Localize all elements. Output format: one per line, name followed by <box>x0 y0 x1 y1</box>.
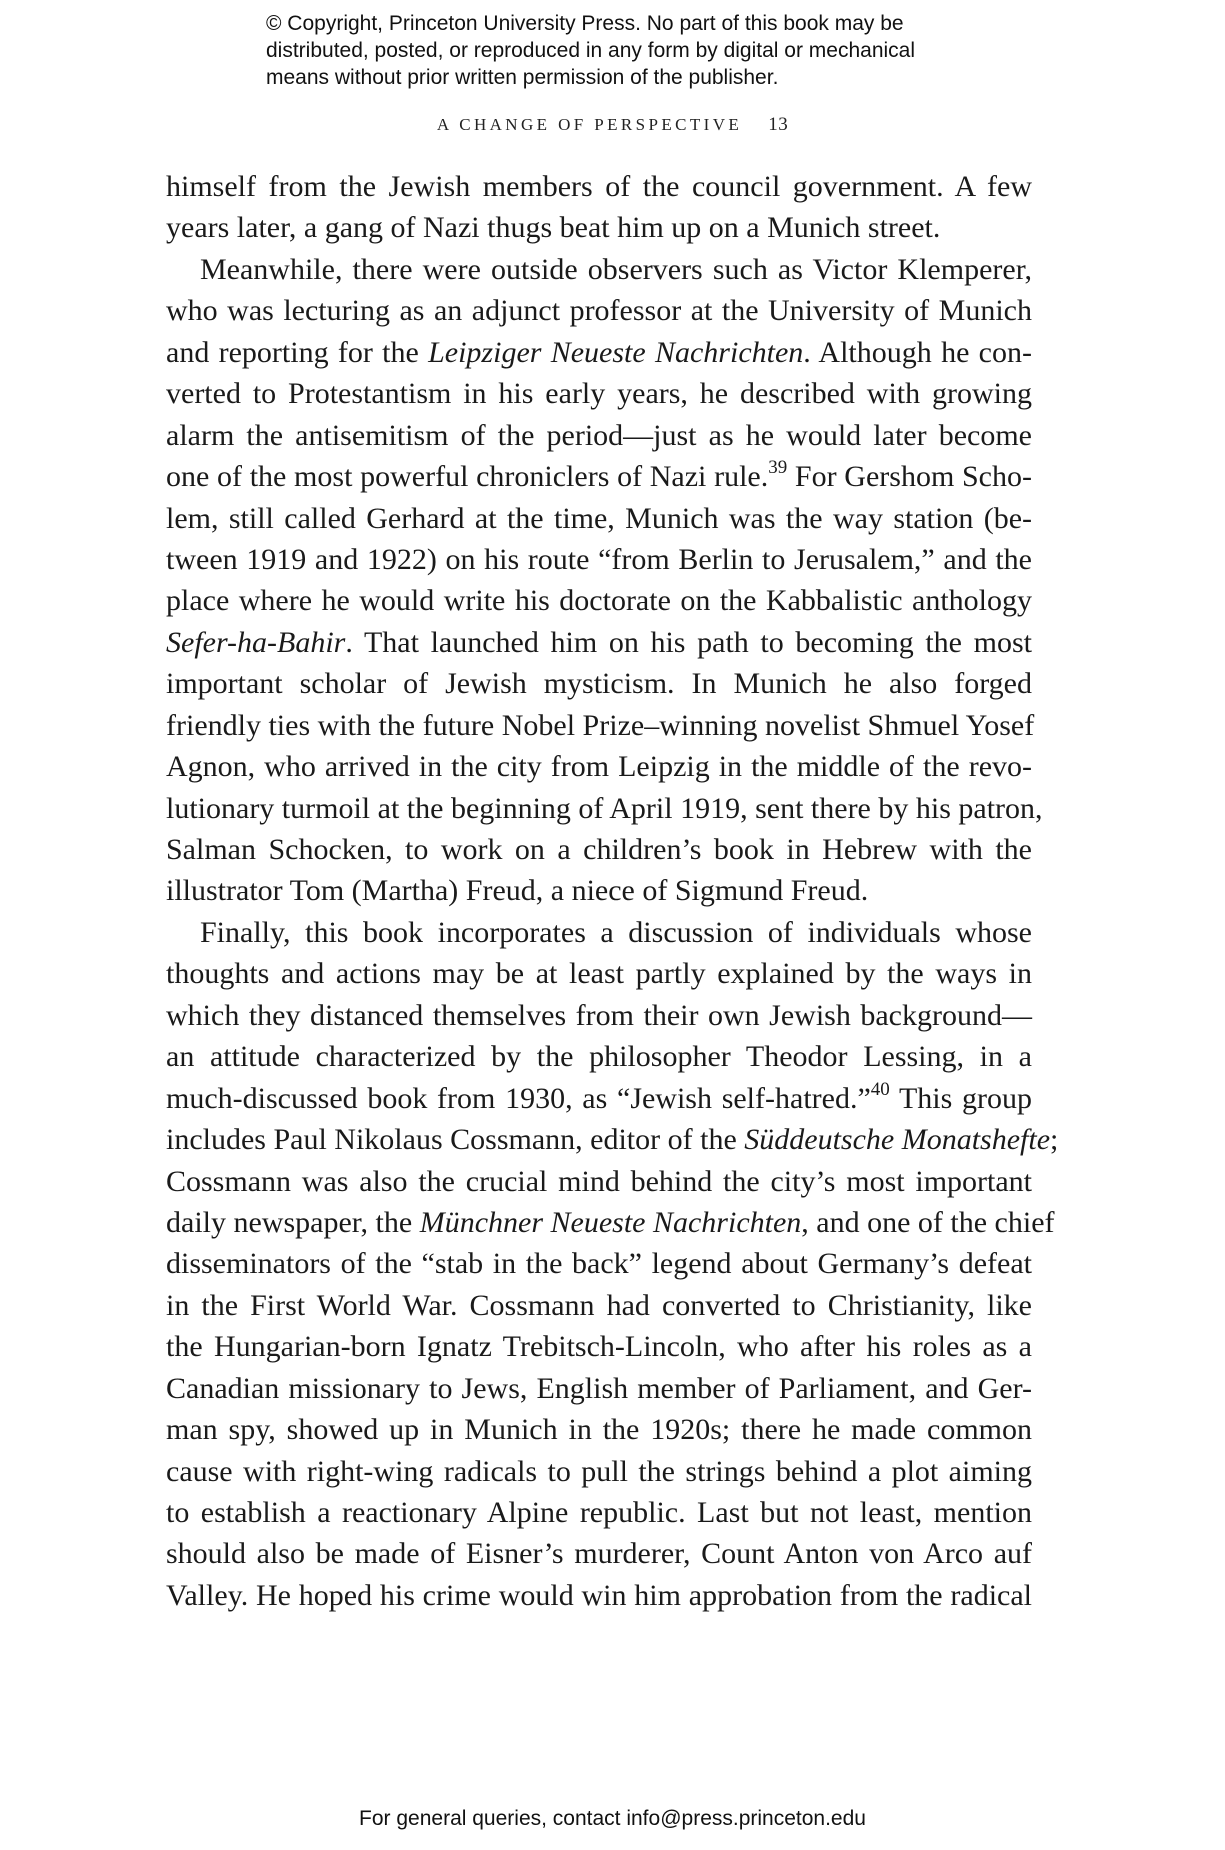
text-line <box>166 1202 1055 1243</box>
text-line: cause with right-wing radicals to pull the strings behind a plot aiming <box>166 1454 1032 1488</box>
text-line: important scholar of Jewish mysticism. In Munich he also forged <box>166 667 1032 701</box>
body-text <box>166 166 1059 1616</box>
text-run: , and one of the chief <box>801 1205 1055 1239</box>
italic-title: Leipziger Neueste Nachrichten <box>428 335 804 369</box>
text-line <box>166 1078 1032 1119</box>
italic-title: Münchner Neueste Nachrichten <box>419 1205 802 1239</box>
copyright-line: © Copyright, Princeton University Press. No part of this book may be <box>266 12 904 35</box>
running-head <box>0 114 1225 136</box>
text-line <box>166 456 1032 497</box>
text-line <box>166 622 1032 663</box>
footer-contact: For general queries, contact info@press.princeton.edu <box>359 1807 866 1830</box>
text-line: who was lecturing as an adjunct professor at the University of Munich <box>166 294 1032 328</box>
text-run: and reporting for the <box>166 335 429 369</box>
running-head-title: A CHANGE OF PERSPECTIVE <box>436 115 743 134</box>
text-run: much-discussed book from 1930, as “Jewish self-hatred.” <box>166 1081 871 1115</box>
footnote-marker[interactable]: 40 <box>870 1078 890 1100</box>
text-line: alarm the antisemitism of the period—just as he would later become <box>166 418 1032 452</box>
text-run: . That launched him on his path to becoming the most <box>345 625 1032 659</box>
text-run: ; <box>1050 1123 1059 1157</box>
text-run: daily newspaper, the <box>166 1205 420 1239</box>
text-line: which they distanced themselves from their own Jewish background— <box>166 998 1032 1032</box>
text-line: Cossmann was also the crucial mind behind the city’s most important <box>166 1164 1032 1198</box>
text-line: illustrator Tom (Martha) Freud, a niece of Sigmund Freud. <box>166 874 869 908</box>
text-run: one of the most powerful chroniclers of Nazi rule. <box>166 460 769 494</box>
footnote-marker[interactable]: 39 <box>768 457 788 479</box>
text-line: the Hungarian-born Ignatz Trebitsch-Lincoln, who after his roles as a <box>166 1330 1032 1364</box>
text-line <box>166 1119 1059 1160</box>
text-line: Canadian missionary to Jews, English member of Parliament, and Ger- <box>166 1371 1032 1405</box>
text-run: For Gershom Scho- <box>787 460 1032 494</box>
page-number: 13 <box>768 114 789 135</box>
text-line: Valley. He hoped his crime would win him approbation from the radical <box>166 1578 1032 1612</box>
text-line: Finally, this book incorporates a discussion of individuals whose <box>200 915 1032 949</box>
text-line: lem, still called Gerhard at the time, Munich was the way station (be- <box>166 501 1032 535</box>
italic-title: Süddeutsche Monatshefte <box>744 1123 1051 1157</box>
text-line: man spy, showed up in Munich in the 1920s; there he made common <box>166 1413 1032 1447</box>
text-line: in the First World War. Cossmann had converted to Christianity, like <box>166 1288 1032 1322</box>
text-line <box>166 332 1032 373</box>
text-line: years later, a gang of Nazi thugs beat him up on a Munich street. <box>166 211 941 245</box>
text-line: Meanwhile, there were outside observers such as Victor Klemperer, <box>200 252 1032 286</box>
copyright-notice <box>266 10 1026 91</box>
text-line: tween 1919 and 1922) on his route “from Berlin to Jerusalem,” and the <box>166 542 1032 576</box>
text-run: . Although he con- <box>803 335 1032 369</box>
text-line: to establish a reactionary Alpine republic. Last but not least, mention <box>166 1496 1032 1529</box>
text-line: should also be made of Eisner’s murderer, Count Anton von Arco auf <box>166 1537 1032 1571</box>
text-line: friendly ties with the future Nobel Prize–winning novelist Shmuel Yosef <box>166 708 1035 742</box>
text-line: himself from the Jewish members of the council government. A few <box>166 170 1032 203</box>
text-run: This group <box>889 1081 1032 1115</box>
text-line: Salman Schocken, to work on a children’s book in Hebrew with the <box>166 833 1032 866</box>
text-line: an attitude characterized by the philosopher Theodor Lessing, in a <box>166 1040 1032 1074</box>
text-line: Agnon, who arrived in the city from Leipzig in the middle of the revo- <box>166 750 1032 784</box>
italic-title: Sefer-ha-Bahir <box>166 625 346 659</box>
text-line: place where he would write his doctorate on the Kabbalistic anthology <box>166 584 1032 618</box>
text-line: thoughts and actions may be at least partly explained by the ways in <box>166 957 1032 991</box>
copyright-line: distributed, posted, or reproduced in any form by digital or mechanical <box>266 39 916 62</box>
text-run: includes Paul Nikolaus Cossmann, editor of the <box>166 1123 745 1157</box>
text-line: lutionary turmoil at the beginning of April 1919, sent there by his patron, <box>166 791 1043 825</box>
text-line: disseminators of the “stab in the back” legend about Germany’s defeat <box>166 1247 1032 1281</box>
copyright-line: means without prior written permission of the publisher. <box>266 66 779 89</box>
text-line: verted to Protestantism in his early years, he described with growing <box>166 377 1032 411</box>
